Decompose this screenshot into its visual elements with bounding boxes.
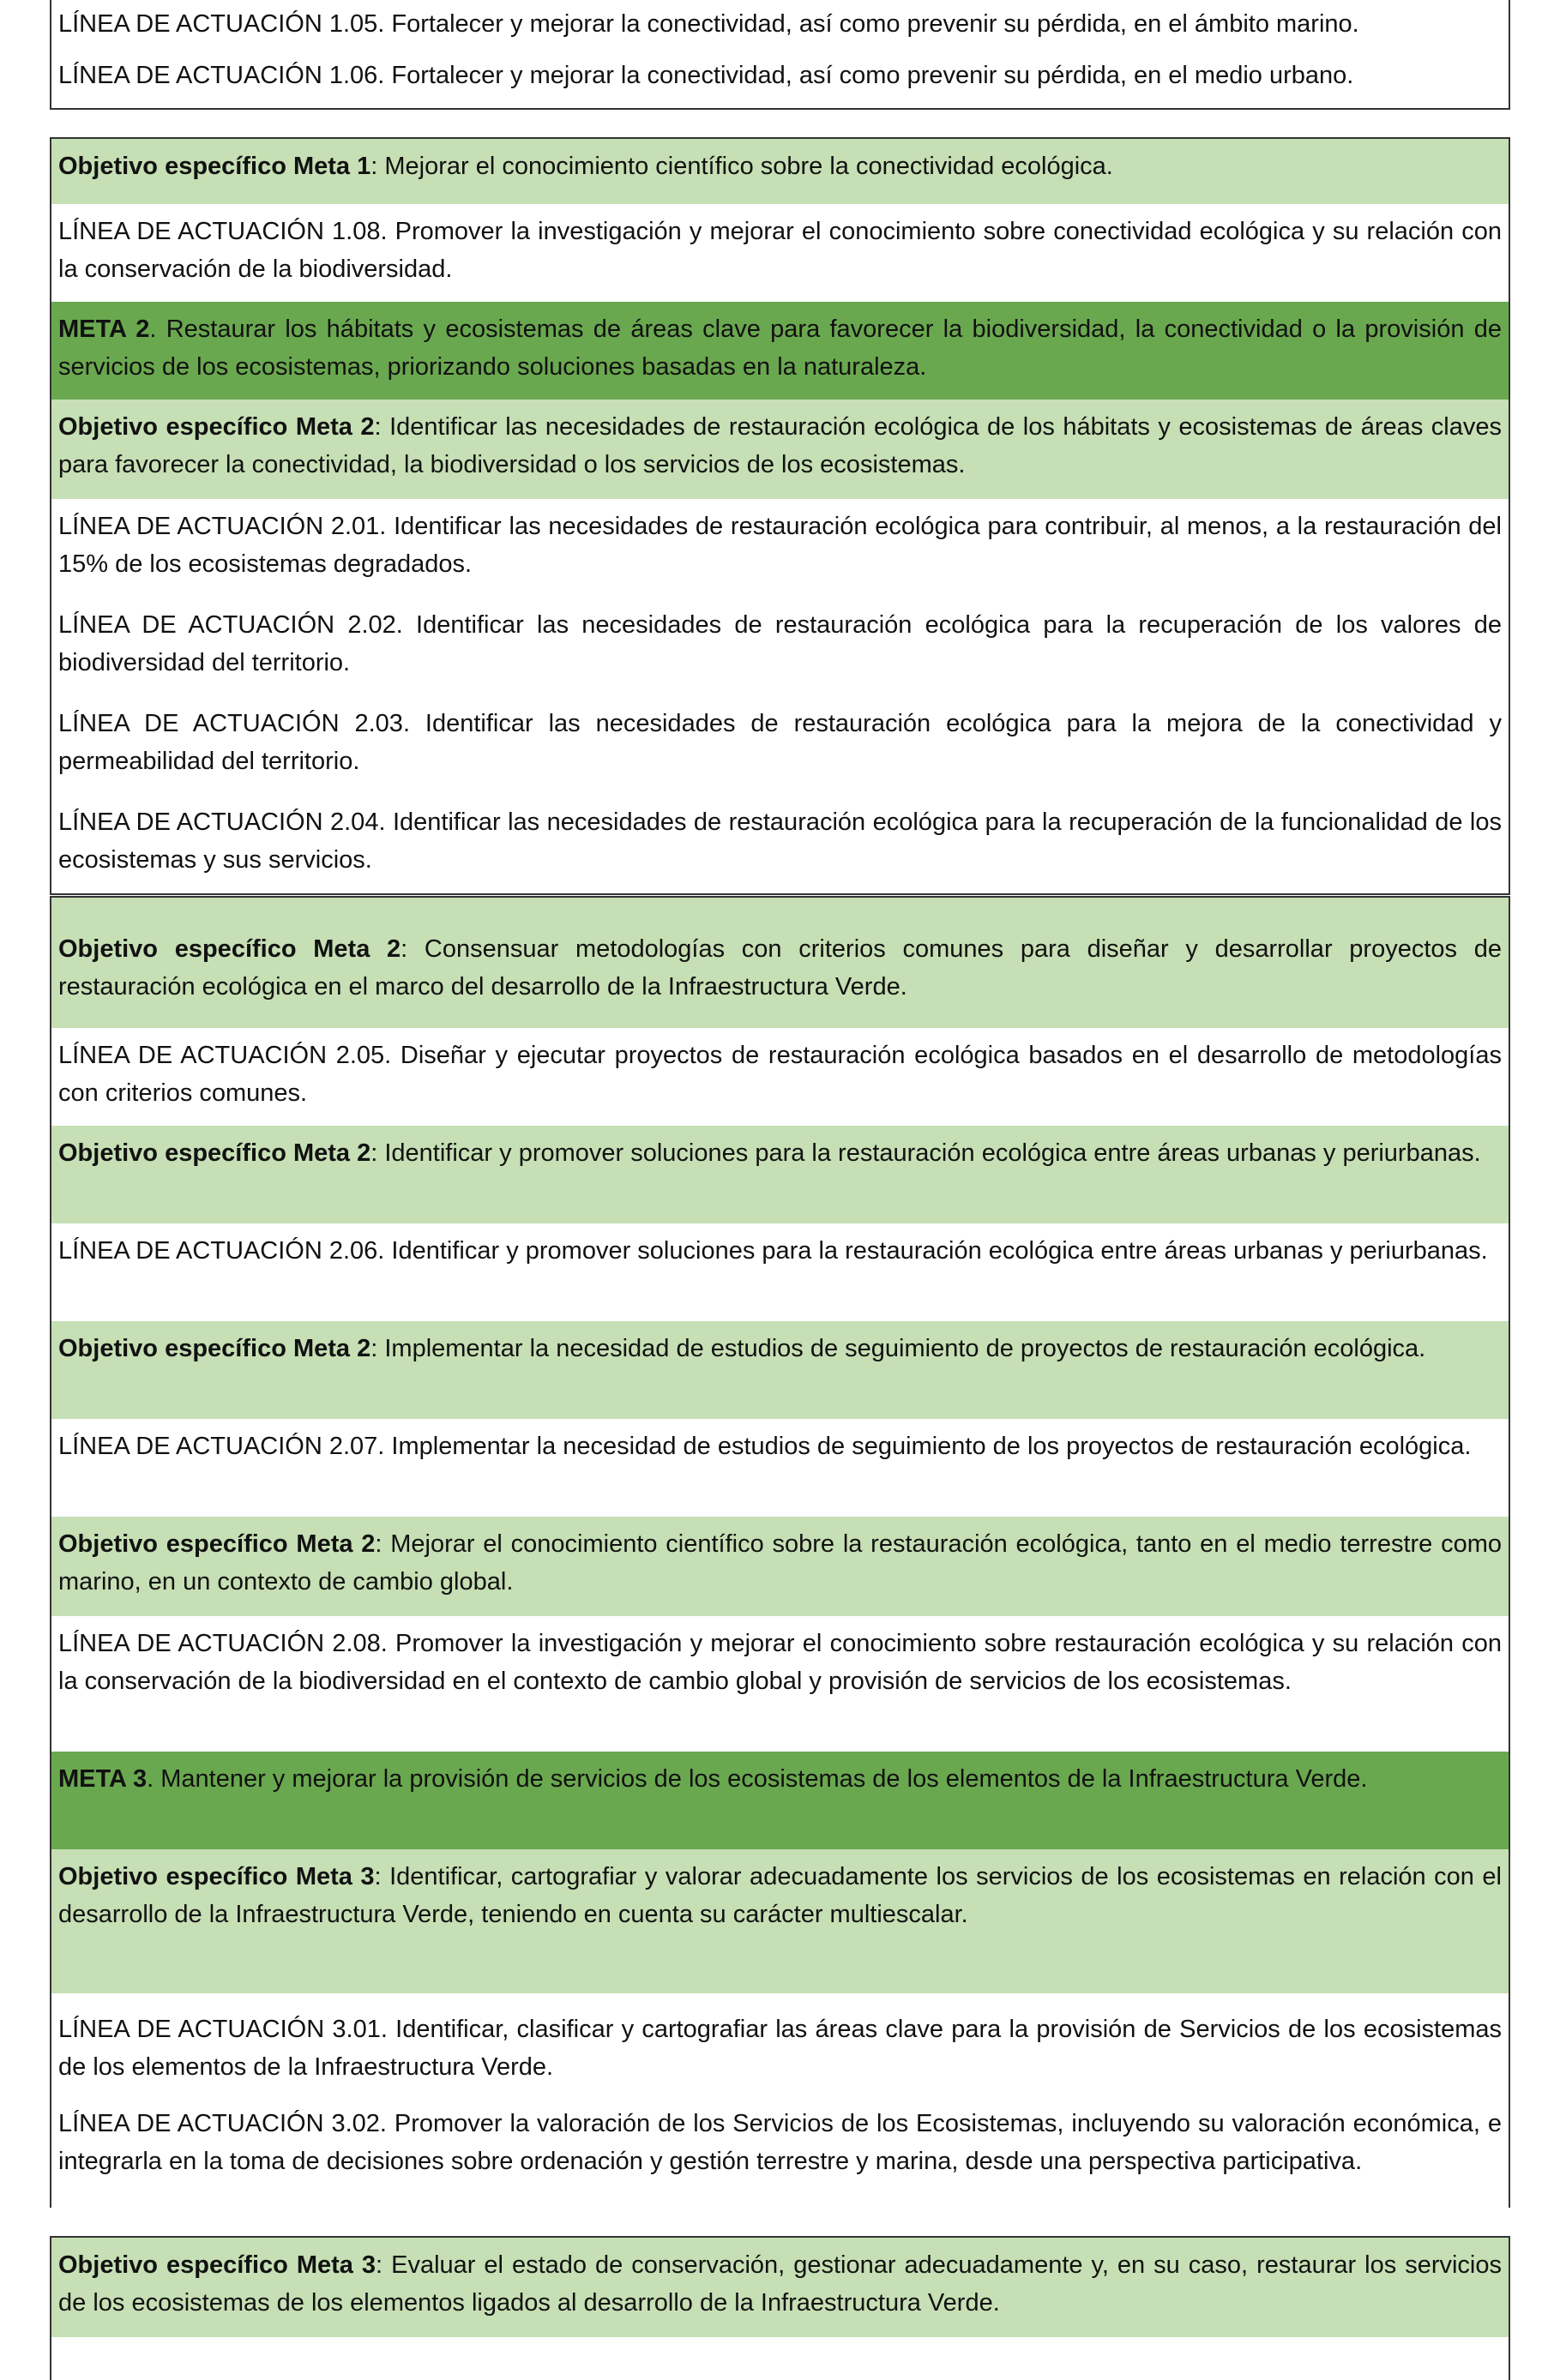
objective-text: : Mejorar el conocimiento científico sobre la restauración ecológica, tanto en el medio terrestre como marino, en un contexto de cambio global. (58, 1530, 1502, 1596)
action-line: LÍNEA DE ACTUACIÓN 2.04. Identificar las necesidades de restauración ecológica para la recuperación de la funcionalidad de los ecosistemas y sus servicios. (51, 795, 1509, 893)
table-block-1 (50, 0, 1510, 110)
action-line: LÍNEA DE ACTUACIÓN 1.05. Fortalecer y mejorar la conectividad, así como prevenir su pérdida, en el ámbito marino. (51, 0, 1509, 48)
objective-title: Objetivo específico Meta 2 (58, 1335, 371, 1362)
objective-row (51, 1126, 1509, 1223)
action-line: LÍNEA DE ACTUACIÓN 2.01. Identificar las necesidades de restauración ecológica para contribuir, al menos, a la restauración del 15% de los ecosistemas degradados. (51, 499, 1509, 598)
action-line: LÍNEA DE ACTUACIÓN 3.02. Promover la valoración de los Servicios de los Ecosistemas, incluyendo su valoración económica, e integrarla en la toma de decisiones sobre ordenación y gestión terrestre y marina, desde una perspectiva participativa. (51, 2096, 1509, 2209)
meta-title: META 3 (58, 1765, 148, 1793)
objective-title: Objetivo específico Meta 1 (58, 153, 371, 180)
action-line: LÍNEA DE ACTUACIÓN 1.06. Fortalecer y mejorar la conectividad, así como prevenir su pérdida, en el medio urbano. (51, 48, 1509, 108)
objective-row (51, 400, 1509, 499)
action-line: LÍNEA DE ACTUACIÓN 2.05. Diseñar y ejecutar proyectos de restauración ecológica basados en el desarrollo de metodologías con criterios comunes. (51, 1028, 1509, 1126)
action-line: LÍNEA DE ACTUACIÓN 2.07. Implementar la necesidad de estudios de seguimiento de los proyectos de restauración ecológica. (51, 1419, 1509, 1517)
meta-text: . Mantener y mejorar la provisión de servicios de los ecosistemas de los elementos de la Infraestructura Verde. (147, 1765, 1368, 1793)
table-block-2 (50, 137, 1510, 895)
objective-text: : Evaluar el estado de conservación, gestionar adecuadamente y, en su caso, restaurar los servicios de los ecosistemas de los elementos ligados al desarrollo de la Infraestructura Verde. (58, 2251, 1502, 2317)
action-line: LÍNEA DE ACTUACIÓN 3.01. Identificar, clasificar y cartografiar las áreas clave para la provisión de Servicios de los ecosistemas de los elementos de la Infraestructura Verde. (51, 1993, 1509, 2096)
table-block-4 (50, 2236, 1510, 2380)
action-line: LÍNEA DE ACTUACIÓN 2.03. Identificar las necesidades de restauración ecológica para la mejora de la conectividad y permeabilidad del territorio. (51, 696, 1509, 795)
objective-text: : Identificar y promover soluciones para la restauración ecológica entre áreas urbanas y periurbanas. (370, 1139, 1481, 1167)
objective-title: Objetivo específico Meta 3 (58, 2251, 376, 2279)
objective-text: : Identificar, cartografiar y valorar adecuadamente los servicios de los ecosistemas en relación con el desarrollo de la Infraestructura Verde, teniendo en cuenta su carácter multiescalar. (58, 1863, 1502, 1928)
objective-row (51, 139, 1509, 204)
objective-row (51, 1849, 1509, 1993)
objective-title: Objetivo específico Meta 2 (58, 1139, 371, 1167)
meta-title: META 2 (58, 316, 150, 343)
objective-text: : Implementar la necesidad de estudios de seguimiento de proyectos de restauración ecológica. (370, 1335, 1426, 1362)
objective-row (51, 1321, 1509, 1419)
objective-title: Objetivo específico Meta 2 (58, 935, 401, 963)
objective-text: : Identificar las necesidades de restauración ecológica de los hábitats y ecosistemas de áreas claves para favorecer la conectividad, la biodiversidad o los servicios de los ecosistemas. (58, 413, 1503, 478)
action-line: LÍNEA DE ACTUACIÓN 2.06. Identificar y promover soluciones para la restauración ecológica entre áreas urbanas y periurbanas. (51, 1223, 1509, 1321)
objective-text: : Mejorar el conocimiento científico sobre la conectividad ecológica. (370, 153, 1113, 180)
objective-text: : Consensuar metodologías con criterios comunes para diseñar y desarrollar proyectos de restauración ecológica en el marco del desarrollo de la Infraestructura Verde. (58, 935, 1502, 1001)
action-line: LÍNEA DE ACTUACIÓN 2.02. Identificar las necesidades de restauración ecológica para la recuperación de los valores de biodiversidad del territorio. (51, 598, 1509, 696)
table-block-3 (50, 896, 1510, 2208)
meta-row (51, 302, 1509, 400)
action-line: LÍNEA DE ACTUACIÓN 2.08. Promover la investigación y mejorar el conocimiento sobre restauración ecológica y su relación con la conservación de la biodiversidad en el contexto de cambio global y provisión de servicios de los ecosistemas. (51, 1616, 1509, 1752)
objective-row (51, 2238, 1509, 2337)
action-line: LÍNEA DE ACTUACIÓN 1.08. Promover la investigación y mejorar el conocimiento sobre conectividad ecológica y su relación con la conservación de la biodiversidad. (51, 204, 1509, 302)
meta-row (51, 1752, 1509, 1849)
objective-title: Objetivo específico Meta 2 (58, 413, 375, 441)
objective-title: Objetivo específico Meta 3 (58, 1863, 375, 1890)
objective-title: Objetivo específico Meta 2 (58, 1530, 376, 1558)
meta-text: . Restaurar los hábitats y ecosistemas de áreas clave para favorecer la biodiversidad, la conectividad o la provisión de servicios de los ecosistemas, priorizando soluciones basadas en la naturaleza. (58, 316, 1502, 381)
objective-row (51, 1517, 1509, 1616)
objective-row (51, 898, 1509, 1028)
